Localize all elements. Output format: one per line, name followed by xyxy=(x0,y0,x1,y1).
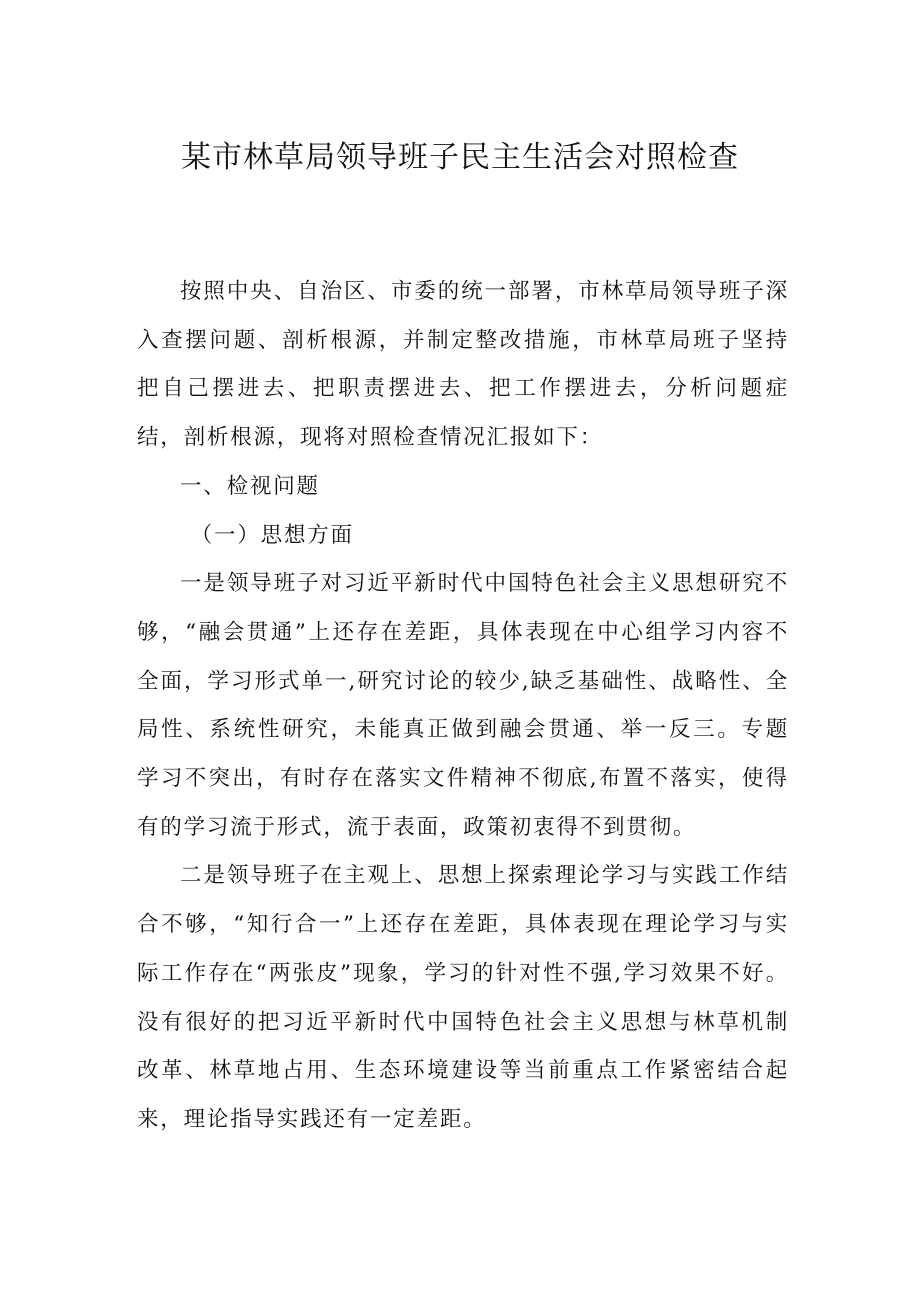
item-paragraph-1: 一是领导班子对习近平新时代中国特色社会主义思想研究不够，“融会贯通”上还存在差距，具体表现在中心组学习内容不全面，学习形式单一,研究讨论的较少,缺乏基础性、战略性、全局性、系统性研究，未能真正做到融会贯通、举一反三。专题学习不突出，有时存在落实文件精神不彻底,布置不落实，使得有的学习流于形式，流于表面，政策初衷得不到贯彻。 xyxy=(137,571,789,840)
document-body xyxy=(137,268,789,1145)
intro-paragraph: 按照中央、自治区、市委的统一部署，市林草局领导班子深入查摆问题、剖析根源，并制定整改措施，市林草局班子坚持把自己摆进去、把职责摆进去、把工作摆进去，分析问题症结，剖析根源，现将对照检查情况汇报如下： xyxy=(137,279,789,451)
document-title: 某市林草局领导班子民主生活会对照检查 xyxy=(181,140,739,175)
item-paragraph-2: 二是领导班子在主观上、思想上探索理论学习与实践工作结合不够，“知行合一”上还存在差距，具体表现在理论学习与实际工作存在“两张皮”现象，学习的针对性不强,学习效果不好。没有很好的把习近平新时代中国特色社会主义思想与林草机制改革、林草地占用、生态环境建设等当前重点工作紧密结合起来，理论指导实践还有一定差距。 xyxy=(137,863,789,1132)
subsection-heading-1: （一）思想方面 xyxy=(190,522,354,548)
section-heading-1: 一、检视问题 xyxy=(180,473,320,499)
